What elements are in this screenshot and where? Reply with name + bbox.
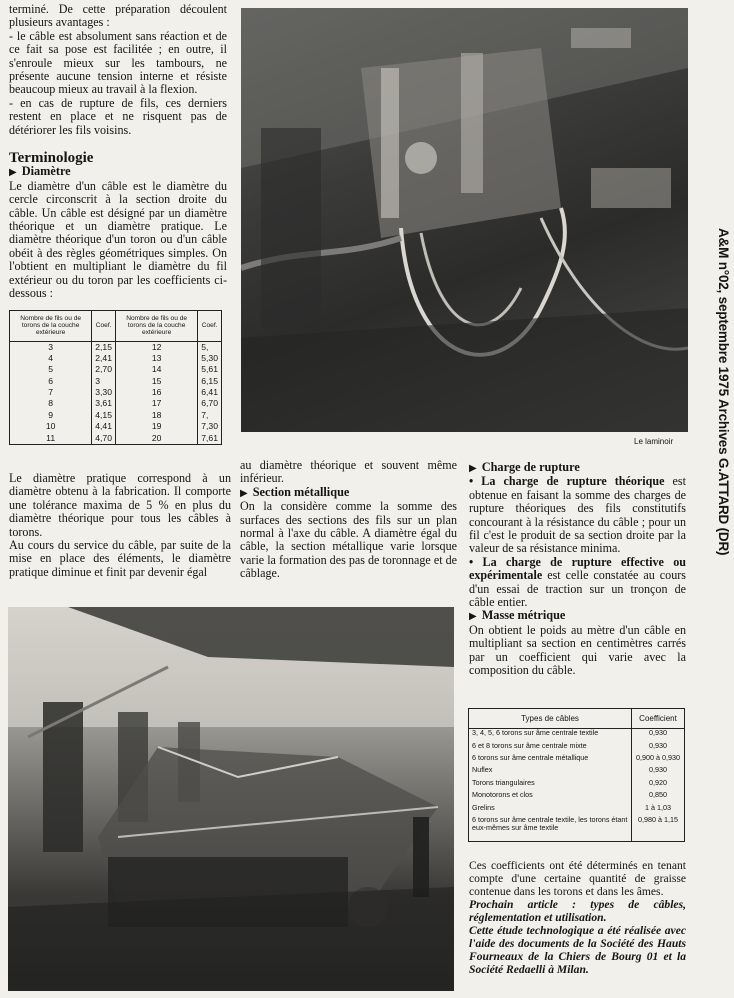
coefficient-note: Ces coefficients ont été déterminés en tenant compte d'une certaine quantité de graisse contenue dans les torons et dans les âmes. [469, 859, 686, 898]
table-header: Coef. [92, 311, 116, 342]
table-cell: 0,900 à 0,930 [632, 754, 685, 766]
table-cell: 2,70 [92, 364, 116, 375]
table-cell: 0,920 [632, 779, 685, 791]
diametre-pratique-block [9, 472, 231, 579]
table-cell: 19 [116, 421, 198, 432]
workshop-image [8, 607, 454, 991]
coefficient-table [9, 310, 222, 445]
study-credit-note: Cette étude technologique a été réalisée avec l'aide des documents de la Société des Hauts Fourneaux de la Chiers de Bourg 01 et la Société Redaelli à Milan. [469, 924, 686, 976]
table-cell: 6 et 8 torons sur âme centrale mixte [469, 742, 632, 754]
table-cell: 0,930 [632, 766, 685, 778]
table-cell: Torons triangulaires [469, 779, 632, 791]
table-cell: 0,930 [632, 729, 685, 742]
table-cell: Grelins [469, 804, 632, 816]
charge-theorique-text: • La charge de rupture théorique est obtenue en faisant la somme des charges de rupture théoriques des fils constitutifs concourant à la résistance du câble ; pour un fil c'est le produit de sa section droite par la valeur de sa résistance minima. [469, 474, 686, 556]
table-cell: Nuflex [469, 766, 632, 778]
table-cell: 20 [116, 433, 198, 445]
table-cell: 3,61 [92, 398, 116, 409]
table-cell: 3,30 [92, 387, 116, 398]
triangle-bullet-icon: ▶ [240, 487, 248, 499]
table-row [10, 433, 222, 445]
table-cell: 4,70 [92, 433, 116, 445]
rolling-mill-photo [241, 8, 688, 432]
intro-bullet-1: - le câble est absolument sans réaction et de ce fait sa pose est facilitée ; en outre, il s'enroule mieux sur les tambours, ne présente aucune tension interne et résiste beaucoup mieux au travail à la flexion. [9, 28, 227, 97]
charge-effective-text: • La charge de rupture effective ou expérimentale est celle constatée au cours d'un essai de traction sur un tronçon de câble entier. [469, 554, 686, 610]
col2-continue-text: au diamètre théorique et souvent même inférieur. [240, 458, 457, 486]
table-cell: 6 torons sur âme centrale métallique [469, 754, 632, 766]
table-cell: 15 [116, 376, 198, 387]
side-credit: A&M n°02, septembre 1975 Archives G.ATTARD (DR) [716, 228, 731, 556]
table-cell: 2,41 [92, 353, 116, 364]
table-row [469, 816, 685, 842]
section-text: On la considère comme la somme des surfaces des sections des fils sur un plan normal à l'axe du câble. A diamètre égal du câble, la section métallique varie lorsque varie la formation des pas de toronnage et de câblage. [240, 499, 457, 581]
section-block [240, 459, 457, 581]
service-text: Au cours du service du câble, par suite de la mise en place des éléments, le diamètre pratique diminue et finit par devenir égal [9, 538, 231, 579]
charge-block [469, 461, 686, 678]
table-row [469, 766, 685, 778]
workshop-photo [8, 607, 454, 991]
table-cell: 14 [116, 364, 198, 375]
triangle-bullet-icon: ▶ [469, 463, 477, 474]
table-cell: 0,930 [632, 742, 685, 754]
table-header: Coef. [198, 311, 222, 342]
table-cell: 3, 4, 5, 6 torons sur âme centrale textile [469, 729, 632, 742]
triangle-bullet-icon: ▶ [469, 611, 477, 623]
section-heading: ▶ Section métallique [240, 484, 350, 499]
masse-text: On obtient le poids au mètre d'un câble en multipliant sa section en centimètres carrés par un coefficient qui varie avec la composition du câble. [469, 622, 686, 678]
table-cell: 6 [10, 376, 92, 387]
table-cell: 7, [198, 410, 222, 421]
table-cell: 6,70 [198, 398, 222, 409]
table-cell: 1 à 1,03 [632, 804, 685, 816]
table-cell: 10 [10, 421, 92, 432]
table-cell: 4,15 [92, 410, 116, 421]
intro-paragraph: terminé. De cette préparation découlent plusieurs avantages : [9, 2, 227, 30]
table-cell: 0,850 [632, 791, 685, 803]
table-cell: 16 [116, 387, 198, 398]
charge-heading: ▶ Charge de rupture [469, 460, 580, 474]
table-cell: 0,980 à 1,15 [632, 816, 685, 842]
table-cell: 5,30 [198, 353, 222, 364]
table-row [10, 341, 222, 353]
table-cell: 4,41 [92, 421, 116, 432]
intro-text [9, 3, 227, 137]
table-row [10, 364, 222, 375]
next-article-note: Prochain article : types de câbles, réglementation et utilisation. [469, 898, 686, 924]
table-cell: 5,61 [198, 364, 222, 375]
table-header: Nombre de fils ou de torons de la couche extérieure [116, 311, 198, 342]
terminologie-heading: Terminologie [9, 150, 94, 166]
table-cell: 7,30 [198, 421, 222, 432]
table-row [10, 421, 222, 432]
table-cell: 6 torons sur âme centrale textile, les torons étant eux-mêmes sur âme textile [469, 816, 632, 842]
table-cell: 5 [10, 364, 92, 375]
masse-heading: ▶ Masse métrique [469, 608, 566, 623]
table-cell: 12 [116, 341, 198, 353]
diametre-pratique-text: Le diamètre pratique correspond à un diamètre obtenu à la fabrication. Il comporte une tolérance maxima de 5 % en plus du diamètre théorique pour tous les câbles à torons. [9, 471, 231, 539]
notes-block [469, 859, 686, 976]
table-cell: 2,15 [92, 341, 116, 353]
table-row [10, 410, 222, 421]
table-header: Nombre de fils ou de torons de la couche extérieure [10, 311, 92, 342]
table-cell: 18 [116, 410, 198, 421]
table-cell: 3 [10, 341, 92, 353]
intro-bullet-2: - en cas de rupture de fils, ces derniers restent en place et ne risquent pas de détériorer les fils voisins. [9, 95, 227, 137]
photo1-caption: Le laminoir [634, 437, 674, 446]
table-cell: 8 [10, 398, 92, 409]
terminologie-block [9, 152, 227, 300]
table-header: Types de câbles [469, 709, 632, 729]
table-cell: 3 [92, 376, 116, 387]
table-cell: 13 [116, 353, 198, 364]
table-cell: 5, [198, 341, 222, 353]
cable-types-table [468, 708, 685, 842]
table-cell: 7 [10, 387, 92, 398]
table-row [10, 387, 222, 398]
diametre-heading: ▶ Diamètre [9, 164, 71, 179]
table-cell: 4 [10, 353, 92, 364]
table-cell: 6,41 [198, 387, 222, 398]
table-row [10, 398, 222, 409]
table-row [10, 353, 222, 364]
table-cell: Monotorons et clos [469, 791, 632, 803]
rolling-mill-image [241, 8, 688, 432]
table-row [469, 791, 685, 803]
table-cell: 6,15 [198, 376, 222, 387]
table-row [10, 376, 222, 387]
table-header: Coefficient [632, 709, 685, 729]
table-cell: 7,61 [198, 433, 222, 445]
triangle-bullet-icon: ▶ [9, 167, 17, 179]
table-cell: 17 [116, 398, 198, 409]
table-cell: 9 [10, 410, 92, 421]
table-cell: 11 [10, 433, 92, 445]
diametre-text: Le diamètre d'un câble est le diamètre du cercle circonscrit à la section droite du câble. Un câble est désigné par un diamètre théorique et un diamètre pratique. Le diamètre théorique d'un toron ou d'un câble obéit à des règles géométriques simples. On l'obtient en multipliant le diamètre du fil extérieur ou du toron par les coefficients ci-dessous : [9, 178, 227, 301]
table-row [469, 729, 685, 742]
